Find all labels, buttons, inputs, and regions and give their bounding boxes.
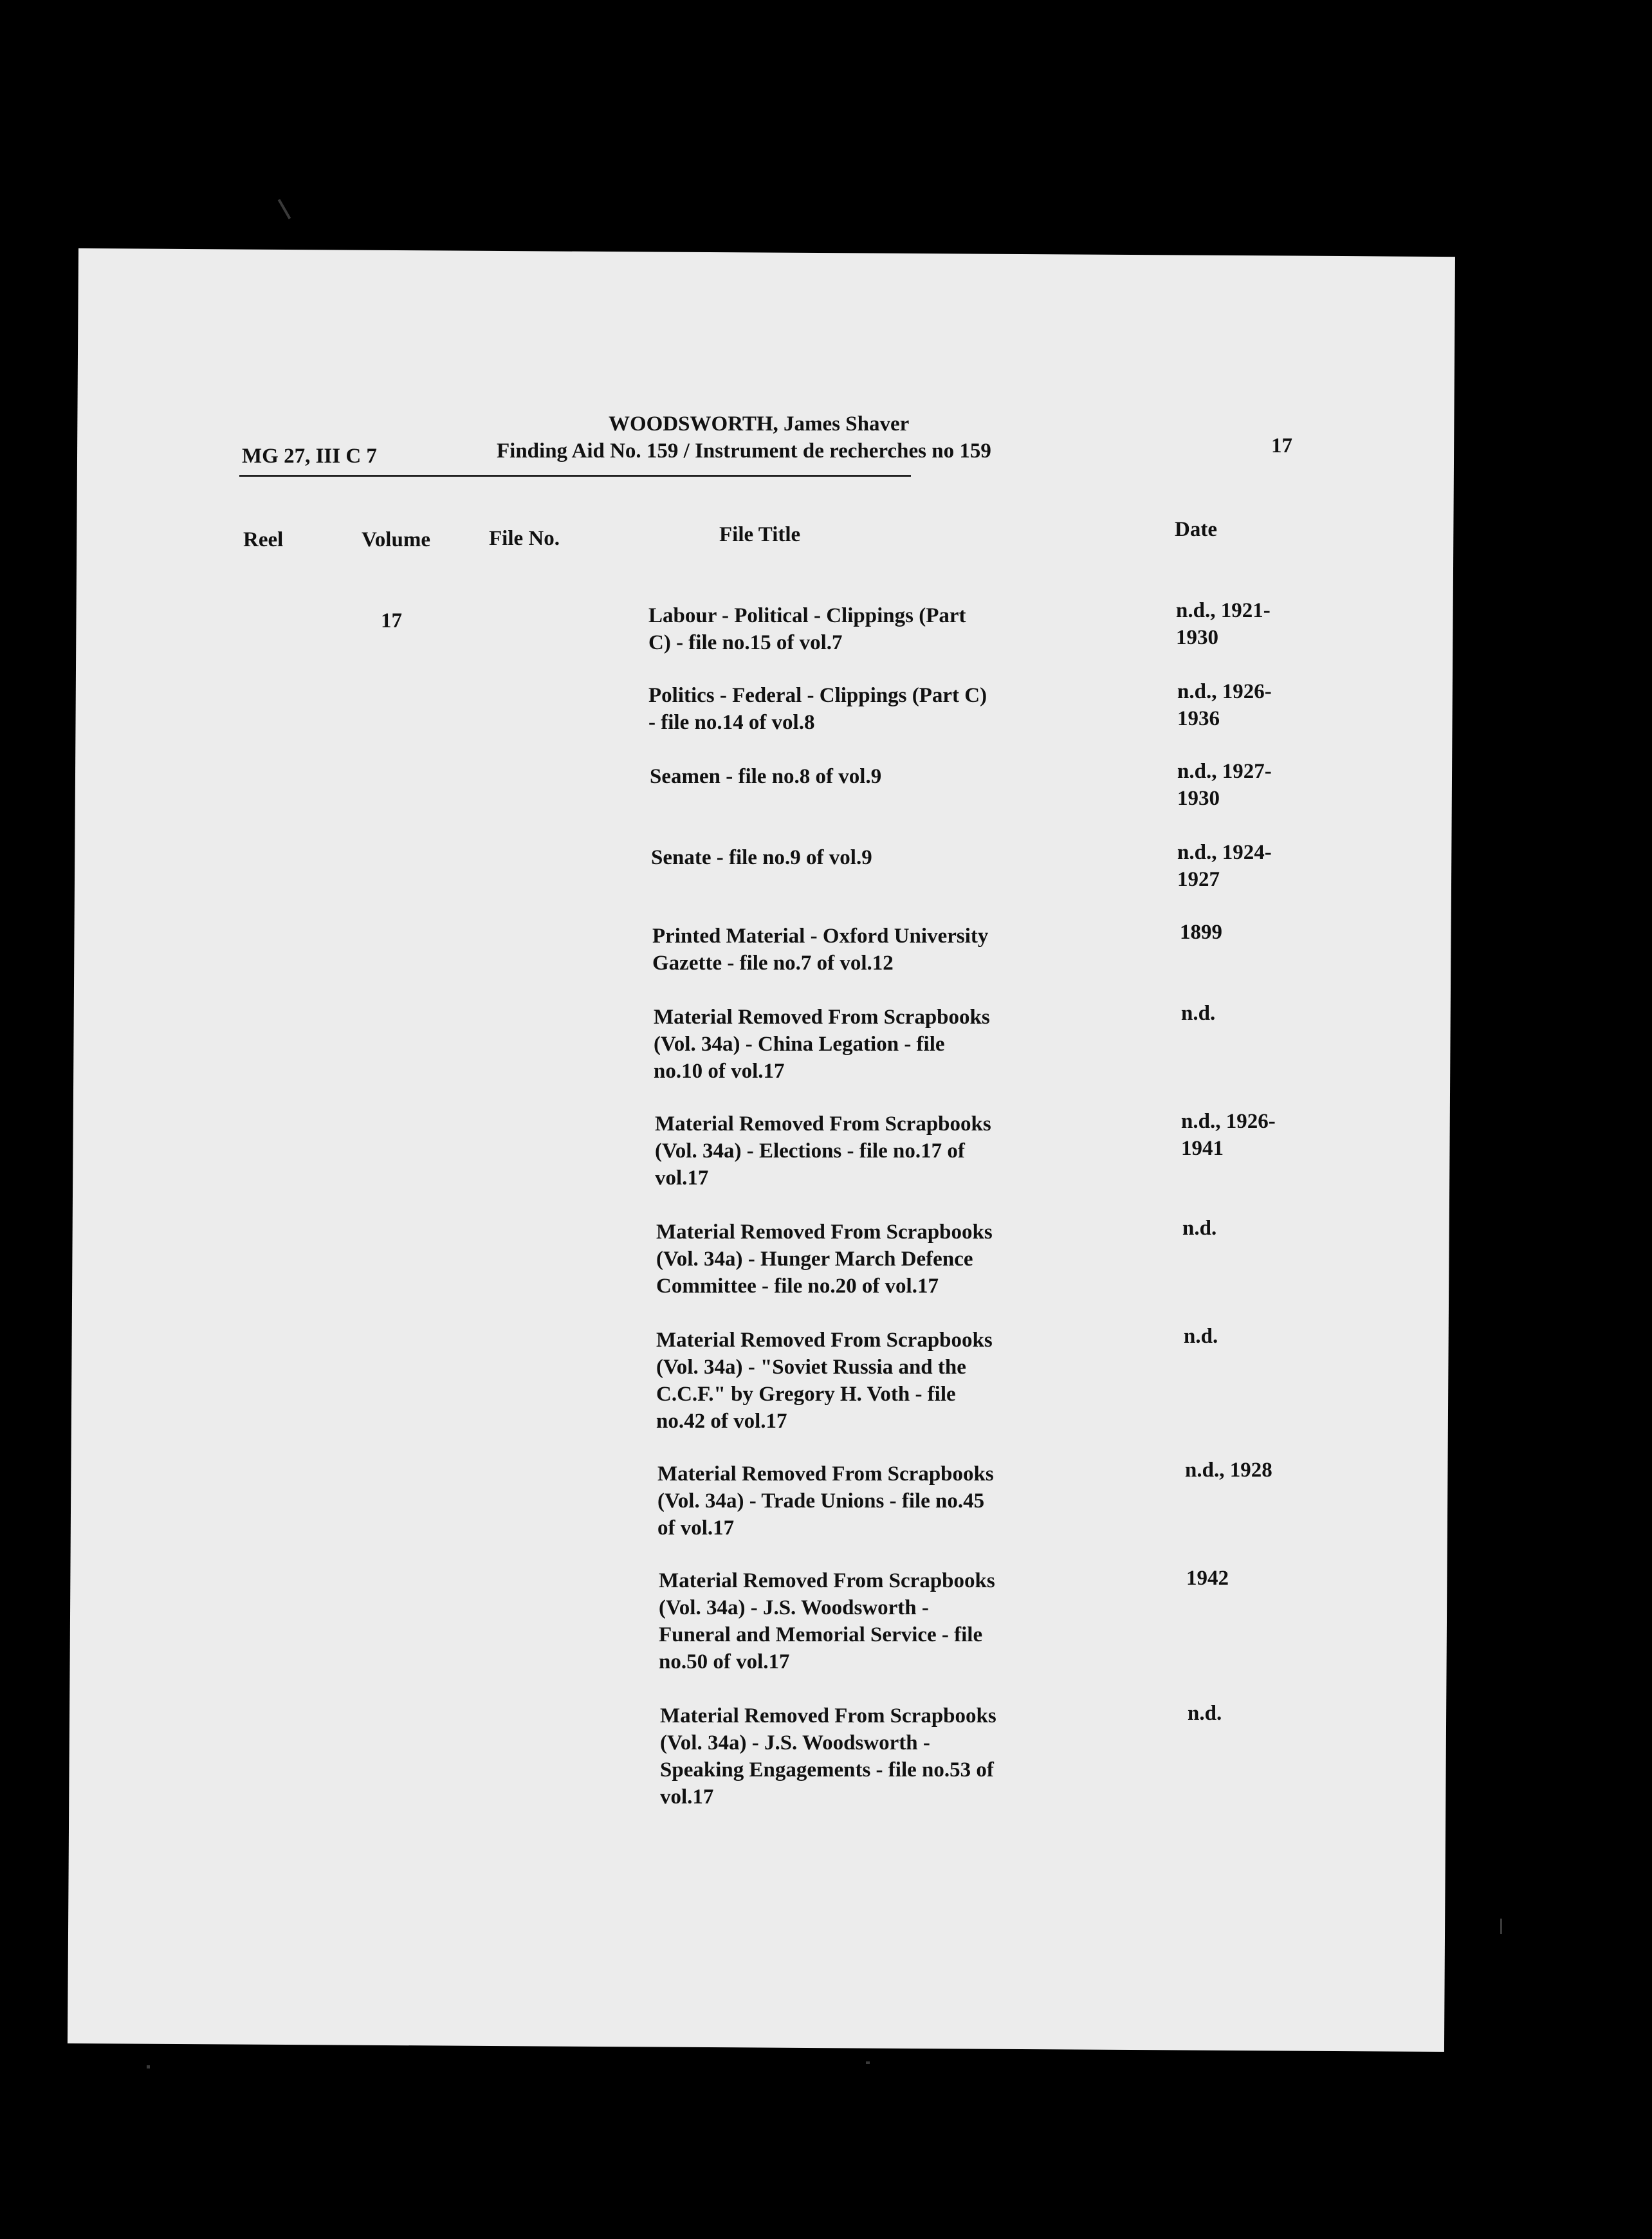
file-date: 1942 [1186,1567,1229,1590]
finding-aid-line: Finding Aid No. 159 / Instrument de recherches no 159 [497,439,991,463]
column-header-file-title: File Title [719,523,801,546]
document-title: WOODSWORTH, James Shaver [609,412,910,436]
scan-speck [278,199,291,219]
scan-speck [147,2065,150,2069]
file-title: Material Removed From Scrapbooks (Vol. 34a) - J.S. Woodsworth - Speaking Engagements - file no.53 of vol.17 [660,1704,996,1809]
file-date: n.d. [1182,1217,1217,1240]
file-date: n.d., 1926- 1941 [1181,1110,1276,1160]
scan-speck [1500,1919,1502,1934]
header-rule [239,475,911,477]
file-date: n.d., 1927- 1930 [1177,760,1272,810]
column-header-reel: Reel [243,528,284,551]
file-title: Material Removed From Scrapbooks (Vol. 34a) - "Soviet Russia and the C.C.F." by Gregory H. Voth - file no.42 of vol.17 [656,1329,993,1433]
file-title: Material Removed From Scrapbooks (Vol. 34a) - Elections - file no.17 of vol.17 [655,1112,991,1190]
file-date: 1899 [1180,921,1222,944]
volume-number: 17 [381,609,402,632]
file-title: Material Removed From Scrapbooks (Vol. 34a) - Trade Unions - file no.45 of vol.17 [657,1462,994,1540]
file-date: n.d., 1924- 1927 [1177,841,1272,891]
column-header-file-no: File No. [489,527,560,550]
file-date: n.d. [1188,1702,1222,1725]
page-number: 17 [1271,434,1292,457]
file-date: n.d., 1928 [1185,1459,1272,1482]
column-header-volume: Volume [362,528,430,551]
file-date: n.d., 1921- 1930 [1176,599,1271,649]
file-title: Material Removed From Scrapbooks (Vol. 34a) - Hunger March Defence Committee - file no.20 of vol.17 [656,1221,993,1298]
scan-speck [866,2061,870,2064]
file-title: Material Removed From Scrapbooks (Vol. 34a) - J.S. Woodsworth - Funeral and Memorial Service - file no.50 of vol.17 [659,1569,995,1673]
file-title: Politics - Federal - Clippings (Part C) - file no.14 of vol.8 [648,684,987,734]
file-title: Printed Material - Oxford University Gazette - file no.7 of vol.12 [652,925,989,975]
file-title: Seamen - file no.8 of vol.9 [650,765,882,788]
file-date: n.d. [1184,1325,1218,1348]
file-title: Material Removed From Scrapbooks (Vol. 34a) - China Legation - file no.10 of vol.17 [654,1006,990,1083]
column-header-date: Date [1175,518,1217,541]
file-date: n.d., 1926- 1936 [1177,680,1272,730]
file-title: Labour - Political - Clippings (Part C) - file no.15 of vol.7 [648,604,966,654]
file-date: n.d. [1181,1002,1216,1025]
collection-reference: MG 27, III C 7 [242,445,377,468]
file-title: Senate - file no.9 of vol.9 [651,846,872,869]
